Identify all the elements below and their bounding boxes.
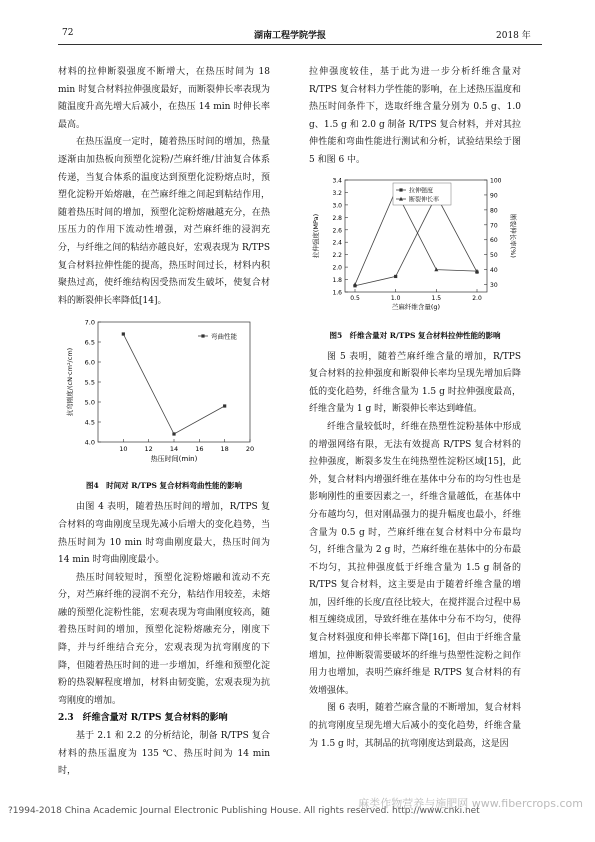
y-axis-label: 抗弯刚度/(cN·cm²/cm): [66, 348, 74, 417]
y-tick-label: 4.5: [84, 418, 95, 427]
x-tick-label: 18: [220, 445, 229, 454]
x-tick-label: 1.5: [431, 294, 442, 302]
watermark: 麻类作物营养与施肥网 www.fibercrops.com: [358, 797, 583, 810]
y-right-axis-label: 断裂伸长率(%): [509, 213, 517, 258]
paragraph: 图 6 表明，随着苎麻含量的不断增加，复合材料的抗弯刚度呈现先增大后减小的变化趋势，纤维含量为 1.5 g 时，其制品的抗弯刚度达到最高，这是因: [309, 703, 521, 749]
year: 2018 年: [496, 31, 531, 41]
figure-5-caption: 图5 纤维含量对 R/TPS 复合材料拉伸性能的影响: [329, 330, 501, 340]
y-tick-label: 5.0: [84, 398, 95, 407]
paragraph: 材料的拉伸断裂强度不断增大，在热压时间为 18 min 时复合材料拉伸强度最好，而断裂伸长率表现为随温度升高先增大后减小，在热压 14 min 时伸长率最高。: [58, 67, 270, 130]
page-number: 72: [62, 28, 74, 38]
legend-label: 断裂伸长率: [409, 195, 440, 203]
y-left-tick-label: 3.4: [332, 177, 342, 185]
y-right-tick-label: 80: [490, 206, 498, 214]
y-left-tick-label: 1.6: [332, 289, 342, 297]
y-left-axis-label: 拉伸强度(MPa): [312, 213, 320, 258]
y-right-tick-label: 70: [490, 221, 498, 229]
x-tick-label: 1.0: [390, 294, 401, 302]
y-right-tick-label: 50: [490, 251, 498, 259]
y-right-tick-label: 90: [490, 191, 498, 199]
copyright-footer: ?1994-2018 China Academic Journal Electronic Publishing House. All rights reserved. http://www.cnki.net: [8, 806, 480, 816]
y-left-tick-label: 3.2: [332, 189, 342, 197]
y-left-tick-label: 2.2: [332, 251, 342, 259]
x-tick-label: 0.5: [350, 294, 360, 302]
section-heading: 2.3 纤维含量对 R/TPS 复合材料的影响: [58, 713, 228, 724]
x-tick-label: 20: [245, 445, 255, 454]
paragraph: 基于 2.1 和 2.2 的分析结论，制备 R/TPS 复合材料的热压温度为 135 ℃、热压时间为 14 min 时，: [58, 731, 270, 777]
y-right-tick-label: 40: [490, 266, 498, 274]
data-point: [223, 405, 226, 408]
y-tick-label: 6.5: [84, 338, 95, 347]
data-point: [394, 274, 397, 277]
series-line: [355, 195, 477, 285]
y-left-tick-label: 2.4: [332, 239, 342, 247]
series-line: [123, 334, 224, 434]
figure-5-chart: [309, 174, 521, 324]
journal-title: 湖南工程学院学报: [254, 31, 327, 41]
right-column: [309, 64, 521, 753]
paragraph: 热压时间较短时，预塑化淀粉熔融和流动不充分，对苎麻纤维的浸润不充分，粘结作用较差，未熔融的预塑化淀粉性能，宏观表现为弯曲刚度较高，随着热压时间的增加，预塑化淀粉熔融充分，刚度下降，并与纤维结合充分，宏观表现为抗弯刚度的下降，但随着热压时间的进一步增加，纤维和预塑化淀粉的热裂解程度增加，材料由韧变脆，宏观表现为抗弯刚度的增加。: [58, 572, 270, 706]
x-tick-label: 14: [169, 445, 179, 454]
y-left-tick-label: 2.6: [332, 226, 342, 234]
x-axis-label: 苎麻纤维含量(g): [391, 302, 441, 311]
left-column: [58, 64, 270, 781]
x-axis-label: 热压时间(min): [150, 455, 198, 464]
paragraph: 拉伸强度较佳，基于此为进一步分析纤维含量对 R/TPS 复合材料力学性能的影响，在上述热压温度和热压时间条件下，选取纤维含量分别为 0.5 g、1.0 g、1.5 g 和 2.0 g 制备 R/TPS 复合材料，并对其拉伸性能和弯曲性能进行测试和分析，试验结果绘于图 5 和图 6 中。: [309, 67, 521, 165]
y-tick-label: 5.5: [84, 378, 95, 387]
x-tick-label: 12: [144, 445, 153, 454]
y-right-tick-label: 30: [490, 281, 498, 289]
legend-label: 拉伸强度: [409, 186, 434, 194]
header-rule: [58, 44, 542, 45]
x-tick-label: 2.0: [472, 294, 482, 302]
legend-marker: [201, 335, 204, 338]
data-point: [172, 433, 175, 436]
x-tick-label: 10: [119, 445, 128, 454]
y-left-tick-label: 3.0: [332, 201, 342, 209]
x-tick-label: 16: [195, 445, 204, 454]
y-right-tick-label: 60: [490, 236, 498, 244]
y-left-tick-label: 2.8: [332, 214, 342, 222]
y-tick-label: 4.0: [84, 438, 95, 447]
paragraph: 纤维含量较低时，纤维在热塑性淀粉基体中形成的增强网络有限，无法有效提高 R/TPS 复合材料的拉伸强度，断裂多发生在纯热塑性淀粉区域[15]，此外，复合材料内增强纤维在基体中分布的均匀性也是影响刚性的重要因素之一，纤维含量越低，在基体中分布越均匀，但对刚晶强力的提升幅度也最小，纤维含量为 0.5 g 时，苎麻纤维在复合材料中分布最均匀，纤维含量为 2 g 时，苎麻纤维在基体中的分布最不均匀，其拉伸强度低于纤维含量为 1.5 g 制备的 R/TPS 复合材料，这主要是由于随着纤维含量的增加，因纤维的长度/直径比较大，在搅拌混合过程中易相互缠绕成团，导致纤维在基体中分布不均匀，使得复合材料强度和伸长率都下降[16]，但由于纤维含量增加，拉伸断裂需要破坏的纤维与热塑性淀粉之间作用力也增加，表明苎麻纤维是 R/TPS 复合材料的有效增强体。: [309, 421, 521, 696]
y-left-tick-label: 2.0: [332, 264, 342, 272]
y-tick-label: 6.0: [84, 358, 95, 367]
legend-marker: [399, 188, 402, 191]
paragraph: 由图 4 表明，随着热压时间的增加，R/TPS 复合材料的弯曲刚度呈现先减小后增大的变化趋势，当热压时间为 10 min 时弯曲刚度最大，热压时间为 14 min 时弯曲刚度最小。: [58, 502, 270, 566]
figure-4-chart: [64, 314, 264, 474]
y-tick-label: 7.0: [84, 318, 95, 327]
paragraph: 在热压温度一定时，随着热压时间的增加，热量逐渐由加热板向预塑化淀粉/苎麻纤维/甘油复合体系传递，当复合体系的温度达到预塑化淀粉熔点时，预塑化淀粉开始熔融，在苎麻纤维之间起到粘结作用，随着热压时间的增加，预塑化淀粉熔融越充分，在热压压力的作用下流动性增强，对苎麻纤维的浸润充分，与纤维之间的粘结亦越良好，宏观表现为 R/TPS 复合材料拉伸性能的提高，热压时间过长，材料内积聚热过高，使纤维结构因受热而发生破坏，使复合材料的断裂伸长率降低[14]。: [58, 137, 270, 306]
data-point: [122, 333, 125, 336]
legend-label: 弯曲性能: [211, 332, 237, 341]
y-right-tick-label: 100: [490, 177, 502, 185]
paragraph: 图 5 表明，随着苎麻纤维含量的增加，R/TPS 复合材料的拉伸强度和断裂伸长率均呈现先增加后降低的变化趋势，纤维含量为 1.5 g 时拉伸强度最高，纤维含量为 1 g 时，断裂伸长率达到峰值。: [309, 351, 521, 415]
y-left-tick-label: 1.8: [332, 276, 342, 284]
figure-4-caption: 图4 时间对 R/TPS 复合材料弯曲性能的影响: [85, 481, 243, 491]
